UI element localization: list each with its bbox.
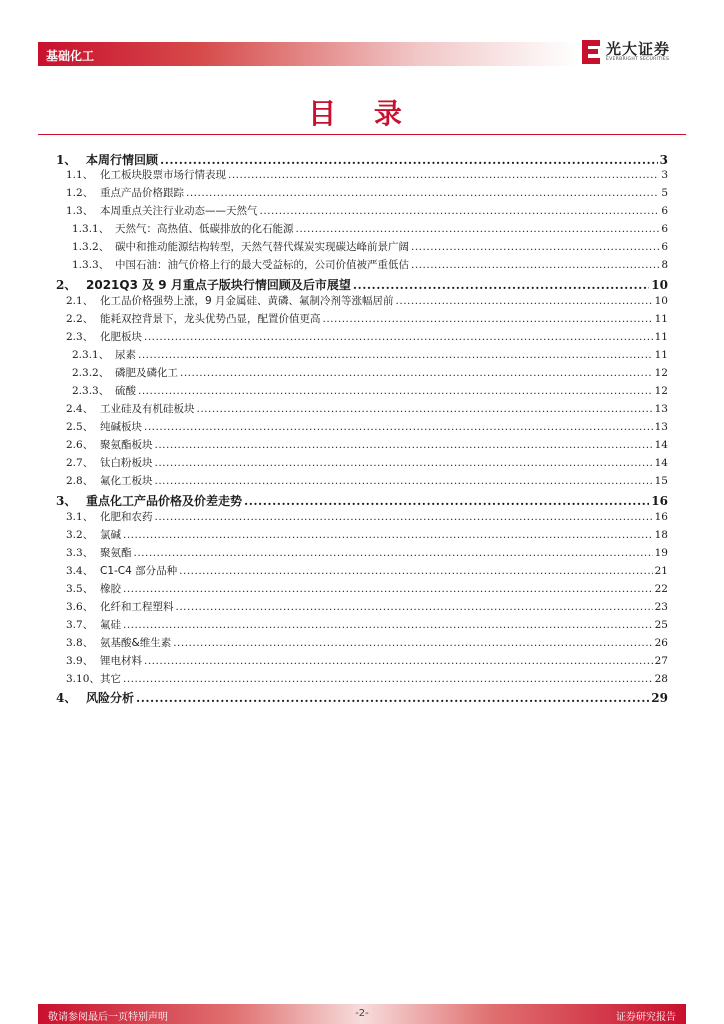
toc-entry-number: 3.5、: [66, 583, 94, 595]
toc-leader-dots: [411, 241, 659, 253]
toc-entry-number: 3.1、: [66, 511, 94, 523]
page-number: -2-: [355, 1008, 369, 1019]
toc-entry-number: 1.1、: [66, 169, 94, 181]
toc-leader-dots: [123, 529, 653, 541]
toc-leader-dots: [176, 601, 653, 613]
toc-leader-dots: [180, 367, 653, 379]
toc-entry-page: 16: [651, 494, 668, 508]
toc-entry-number: 2.3.3、: [72, 385, 110, 397]
toc-entry-page: 3: [659, 153, 668, 167]
toc-entry[interactable]: [66, 599, 668, 614]
toc-entry-label: 重点化工产品价格及价差走势: [86, 494, 243, 508]
toc-entry-label: 硫酸: [115, 385, 136, 397]
toc-entry-page: 11: [654, 349, 668, 361]
toc-entry-label: 中国石油：油气价格上行的最大受益标的，公司价值被严重低估: [115, 259, 409, 271]
toc-entry-page: 11: [654, 331, 668, 343]
toc-entry[interactable]: [66, 437, 668, 452]
toc-entry[interactable]: [66, 293, 668, 308]
toc-leader-dots: [144, 421, 653, 433]
toc-entry-page: 10: [651, 278, 668, 292]
toc-leader-dots: [155, 511, 653, 523]
toc-leader-dots: [155, 475, 653, 487]
toc-entry[interactable]: [72, 257, 668, 272]
toc-entry-label: 2021Q3 及 9 月重点子版块行情回顾及后市展望: [86, 278, 351, 292]
toc-entry-number: 2.3.1、: [72, 349, 110, 361]
toc-entry-page: 23: [654, 601, 668, 613]
toc-leader-dots: [144, 331, 653, 343]
toc-entry-page: 19: [654, 547, 668, 559]
toc-entry-number: 2.8、: [66, 475, 94, 487]
toc-leader-dots: [123, 673, 653, 685]
toc-entry-number: 2.3、: [66, 331, 94, 343]
toc-entry-label: 纯碱板块: [100, 421, 142, 433]
toc-entry-page: 6: [661, 223, 668, 235]
toc-entry-label: 天然气：高热值、低碳排放的化石能源: [115, 223, 294, 235]
toc-entry-label: 氯碱: [100, 529, 121, 541]
toc-leader-dots: [144, 655, 653, 667]
toc-entry-page: 21: [654, 565, 668, 577]
toc-entry[interactable]: [72, 383, 668, 398]
toc-leader-dots: [260, 205, 660, 217]
toc-entry[interactable]: [66, 329, 668, 344]
toc-entry-page: 6: [661, 205, 668, 217]
toc-entry-label: 化纤和工程塑料: [100, 601, 174, 613]
toc-entry-number: 1.2、: [66, 187, 94, 199]
toc-leader-dots: [134, 547, 653, 559]
toc-entry-page: 25: [654, 619, 668, 631]
toc-entry[interactable]: [66, 455, 668, 470]
toc-entry-number: 1.3.1、: [72, 223, 110, 235]
toc-entry[interactable]: [66, 671, 668, 686]
toc-entry-label: 化肥板块: [100, 331, 142, 343]
toc-entry[interactable]: [72, 221, 668, 236]
toc-entry[interactable]: [66, 581, 668, 596]
toc-entry-page: 29: [651, 691, 668, 705]
toc-entry-number: 3.2、: [66, 529, 94, 541]
toc-leader-dots: [228, 169, 659, 181]
toc-entry-number: 3.6、: [66, 601, 94, 613]
toc-entry-page: 13: [654, 421, 668, 433]
toc-leader-dots: [136, 691, 649, 705]
toc-entry-number: 2.6、: [66, 439, 94, 451]
toc-entry-label: 氨基酸&维生素: [100, 637, 172, 649]
toc-entry[interactable]: [66, 311, 668, 326]
toc-entry-number: 3.3、: [66, 547, 94, 559]
toc-entry-label: 化肥和农药: [100, 511, 153, 523]
toc-entry-label: 聚氨酯板块: [100, 439, 153, 451]
toc-leader-dots: [179, 565, 652, 577]
toc-entry-page: 18: [654, 529, 668, 541]
toc-entry-label: 尿素: [115, 349, 136, 361]
toc-entry[interactable]: [66, 419, 668, 434]
toc-leader-dots: [138, 349, 653, 361]
toc-entry[interactable]: [66, 401, 668, 416]
toc-entry[interactable]: [56, 276, 668, 293]
toc-entry[interactable]: [66, 617, 668, 632]
toc-entry-page: 5: [661, 187, 668, 199]
toc-entry-number: 1.3、: [66, 205, 94, 217]
toc-entry-label: 其它: [100, 673, 121, 685]
title-divider: [38, 134, 686, 135]
toc-leader-dots: [155, 439, 653, 451]
toc-entry-label: 能耗双控背景下，龙头优势凸显，配置价值更高: [100, 313, 321, 325]
toc-entry[interactable]: [56, 151, 668, 168]
brand-name: 光大证券: [606, 40, 671, 58]
toc-entry-number: 1.3.3、: [72, 259, 110, 271]
toc-entry-label: C1-C4 部分品种: [100, 565, 178, 577]
toc-entry-label: 风险分析: [86, 691, 135, 705]
toc-entry[interactable]: [66, 653, 668, 668]
toc-leader-dots: [323, 313, 653, 325]
toc-leader-dots: [123, 583, 653, 595]
toc-entry[interactable]: [56, 492, 668, 509]
toc-leader-dots: [173, 637, 652, 649]
toc-entry-number: 2.5、: [66, 421, 94, 433]
toc-entry-page: 22: [654, 583, 668, 595]
toc-entry-page: 12: [654, 385, 668, 397]
toc-entry-number: 1.3.2、: [72, 241, 110, 253]
toc-leader-dots: [396, 295, 653, 307]
toc-entry[interactable]: [72, 239, 668, 254]
toc-entry-page: 27: [654, 655, 668, 667]
toc-entry-label: 化工品价格强势上涨，9 月金属硅、黄磷、氟制冷剂等涨幅居前: [100, 295, 394, 307]
toc-entry-label: 氟硅: [100, 619, 121, 631]
toc-entry[interactable]: [66, 185, 668, 200]
toc-entry-number: 2、: [56, 278, 77, 292]
toc-entry-label: 化工板块股票市场行情表现: [100, 169, 226, 181]
brand-subtitle: EVERBRIGHT SECURITIES: [606, 57, 670, 62]
header-bar: [38, 42, 578, 66]
footer-report-type: 证券研究报告: [616, 1012, 676, 1023]
toc-entry-number: 3.4、: [66, 565, 94, 577]
toc-entry-page: 14: [654, 457, 668, 469]
toc-entry-number: 3.9、: [66, 655, 94, 667]
toc-entry[interactable]: [66, 563, 668, 578]
toc-entry-number: 3、: [56, 494, 77, 508]
toc-entry-label: 重点产品价格跟踪: [100, 187, 184, 199]
footer-disclaimer: 敬请参阅最后一页特别声明: [48, 1012, 168, 1023]
toc-leader-dots: [123, 619, 653, 631]
toc-entry[interactable]: [72, 347, 668, 362]
toc-entry-page: 16: [654, 511, 668, 523]
toc-entry-number: 1、: [56, 153, 77, 167]
toc-entry[interactable]: [66, 203, 668, 218]
toc-entry-page: 28: [654, 673, 668, 685]
toc-entry-number: 3.10、: [66, 673, 100, 685]
toc-leader-dots: [353, 278, 649, 292]
toc-entry-number: 4、: [56, 691, 77, 705]
toc-leader-dots: [296, 223, 660, 235]
toc-entry[interactable]: [66, 527, 668, 542]
header-sector: 基础化工: [46, 49, 95, 63]
toc-entry-number: 3.8、: [66, 637, 94, 649]
toc-entry-number: 2.4、: [66, 403, 94, 415]
toc-entry-label: 锂电材料: [100, 655, 142, 667]
toc-entry[interactable]: [66, 635, 668, 650]
toc-entry-label: 本周重点关注行业动态——天然气: [100, 205, 258, 217]
toc-entry-page: 11: [654, 313, 668, 325]
toc-entry-label: 碳中和推动能源结构转型，天然气替代煤炭实现碳达峰前景广阔: [115, 241, 409, 253]
toc-entry[interactable]: [66, 509, 668, 524]
toc-entry-page: 14: [654, 439, 668, 451]
toc-entry-page: 13: [654, 403, 668, 415]
toc-entry-page: 15: [654, 475, 668, 487]
toc-entry-label: 氟化工板块: [100, 475, 153, 487]
toc-entry[interactable]: [56, 689, 668, 706]
toc-entry-page: 26: [654, 637, 668, 649]
toc-entry-number: 2.1、: [66, 295, 94, 307]
toc-entry-number: 2.2、: [66, 313, 94, 325]
toc-leader-dots: [160, 153, 658, 167]
toc-entry-page: 12: [654, 367, 668, 379]
toc-entry-page: 8: [661, 259, 668, 271]
toc-entry-number: 2.3.2、: [72, 367, 110, 379]
toc-entry[interactable]: [66, 473, 668, 488]
toc-entry-number: 3.7、: [66, 619, 94, 631]
toc-entry-page: 10: [654, 295, 668, 307]
toc-entry-page: 3: [661, 169, 668, 181]
toc-entry-label: 本周行情回顾: [86, 153, 159, 167]
toc-entry[interactable]: [72, 365, 668, 380]
toc-entry-number: 2.7、: [66, 457, 94, 469]
toc-leader-dots: [155, 457, 653, 469]
toc-leader-dots: [197, 403, 653, 415]
toc-entry-label: 工业硅及有机硅板块: [100, 403, 195, 415]
toc-leader-dots: [244, 494, 649, 508]
toc-entry-label: 橡胶: [100, 583, 121, 595]
toc-entry[interactable]: [66, 167, 668, 182]
toc-leader-dots: [186, 187, 659, 199]
toc-leader-dots: [411, 259, 659, 271]
brand-logo-icon: [580, 38, 602, 66]
page-title: 目 录: [308, 97, 416, 130]
toc-entry-label: 磷肥及磷化工: [115, 367, 178, 379]
toc-leader-dots: [138, 385, 653, 397]
toc-entry-label: 钛白粉板块: [100, 457, 153, 469]
toc-entry-label: 聚氨酯: [100, 547, 132, 559]
toc-entry-page: 6: [661, 241, 668, 253]
toc-entry[interactable]: [66, 545, 668, 560]
